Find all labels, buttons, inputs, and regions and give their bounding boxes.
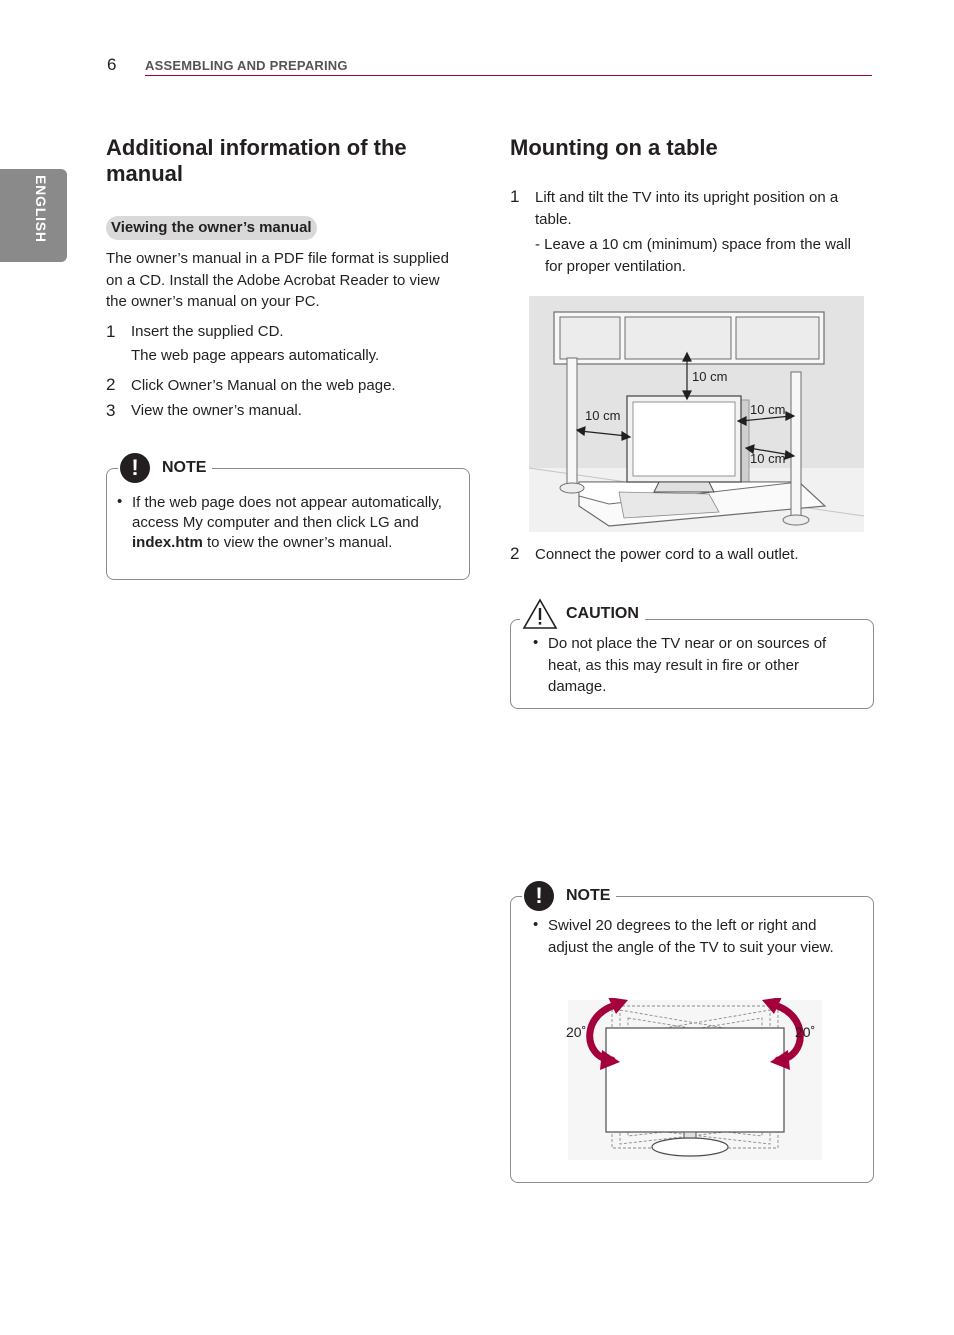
language-tab-label: ENGLISH bbox=[33, 175, 49, 243]
intro-paragraph: The owner’s manual in a PDF file format is supplied on a CD. Install the Adobe Acrobat Reader to view the owner’s manual on your PC. bbox=[106, 250, 449, 310]
right-section-title: Mounting on a table bbox=[510, 135, 718, 160]
step-text: View the owner’s manual. bbox=[131, 402, 302, 419]
swivel-bullet-text: Swivel 20 degrees to the left or right and adjust the angle of the TV to suit your view. bbox=[548, 917, 834, 956]
note-bullet-part: to view the owner’s manual. bbox=[202, 534, 393, 551]
table-mount-diagram bbox=[529, 296, 864, 532]
swivel-diagram bbox=[560, 998, 830, 1163]
note-heading bbox=[118, 453, 212, 483]
note-label: NOTE bbox=[566, 887, 611, 904]
left-speaker bbox=[567, 358, 577, 488]
dimension-right-bottom: 10 cm bbox=[750, 451, 786, 466]
step-number: 2 bbox=[510, 544, 520, 563]
note-heading bbox=[522, 881, 616, 911]
step-number: 3 bbox=[106, 401, 116, 420]
step-text: Click Owner’s Manual on the web page. bbox=[131, 377, 396, 394]
language-tab bbox=[0, 169, 67, 262]
note-bullet-text bbox=[132, 493, 458, 553]
step-subtext: - Leave a 10 cm (minimum) space from the wall for proper ventilation. bbox=[535, 236, 851, 275]
note-label: NOTE bbox=[162, 459, 207, 476]
note-bullet-bold: index.htm bbox=[132, 534, 203, 551]
header-rule bbox=[145, 75, 872, 76]
bullet-dot: • bbox=[533, 916, 539, 933]
dimension-left: 10 cm bbox=[585, 408, 621, 423]
caution-label: CAUTION bbox=[566, 605, 639, 622]
caution-bullet-text: Do not place the TV near or on sources of heat, as this may result in fire or other damage. bbox=[548, 635, 827, 695]
step-text: Insert the supplied CD. bbox=[131, 323, 284, 340]
angle-left-label: 20˚ bbox=[566, 1024, 587, 1040]
swivel-stand bbox=[652, 1138, 728, 1156]
angle-right-label: 20˚ bbox=[795, 1024, 816, 1040]
bullet-dot: • bbox=[117, 493, 123, 510]
dimension-top: 10 cm bbox=[692, 369, 728, 384]
step-number: 1 bbox=[510, 187, 520, 206]
step-text: Lift and tilt the TV into its upright position on a table. bbox=[535, 189, 839, 228]
note-bullet-part: If the web page does not appear automatically, access My computer and then click LG and bbox=[132, 494, 442, 531]
step-text: Connect the power cord to a wall outlet. bbox=[535, 546, 799, 563]
dimension-right: 10 cm bbox=[750, 402, 786, 417]
warning-triangle-icon bbox=[522, 598, 558, 630]
swivel-tv bbox=[606, 1028, 784, 1132]
subheading-pill: Viewing the owner’s manual bbox=[106, 216, 317, 240]
exclamation-circle-icon: ! bbox=[120, 453, 150, 483]
step-subtext: The web page appears automatically. bbox=[131, 347, 380, 364]
bullet-dot: • bbox=[533, 634, 539, 651]
step-number: 2 bbox=[106, 375, 116, 394]
left-section-title: Additional information of the manual bbox=[106, 135, 407, 186]
right-speaker bbox=[791, 372, 801, 518]
exclamation-circle-icon: ! bbox=[524, 881, 554, 911]
step-number: 1 bbox=[106, 322, 116, 341]
page-number: 6 bbox=[107, 55, 117, 74]
caution-heading bbox=[520, 598, 645, 630]
section-header: ASSEMBLING AND PREPARING bbox=[145, 58, 348, 73]
